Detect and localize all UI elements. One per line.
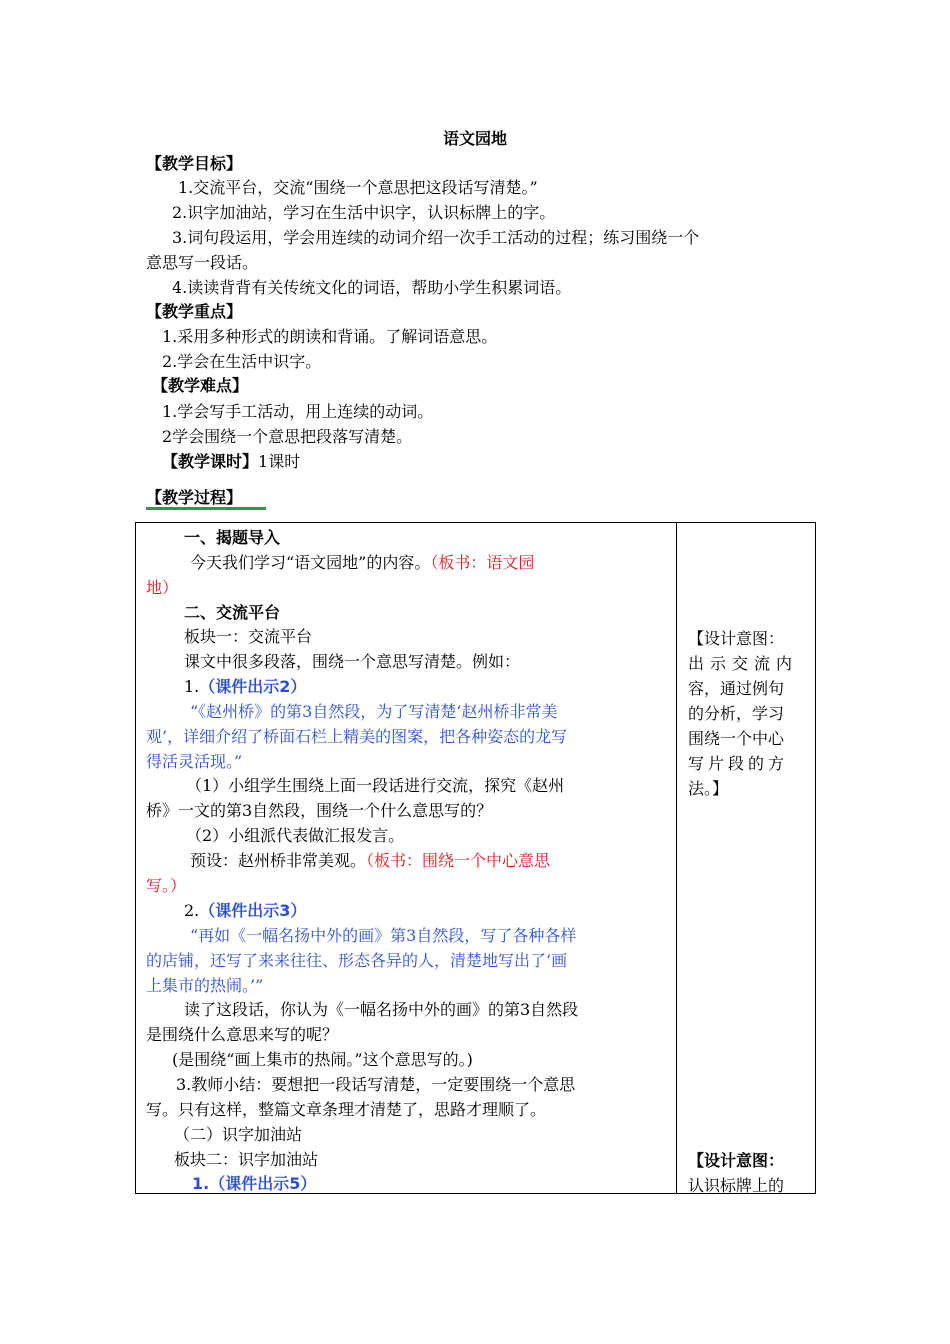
board-note-cont: 写。）	[146, 876, 187, 895]
quote-line: 观’，详细介绍了桥面石栏上精美的图案，把各种姿态的龙写	[146, 727, 568, 746]
keypoint-item-2: 2.学会在生活中识字。	[162, 352, 322, 371]
item-number: 2.	[184, 901, 200, 920]
section-exchange-heading: 二、交流平台	[184, 603, 281, 622]
table-line: 板块一：交流平台	[184, 627, 313, 646]
side-line: 围绕一个中心	[688, 729, 785, 748]
quote-line: “再如《一幅名扬中外的画》第3自然段，写了各种各样	[190, 926, 577, 945]
preset-text: 预设：赵州桥非常美观。	[190, 851, 367, 870]
table-line	[184, 899, 306, 923]
table-line: （二）识字加油站	[174, 1125, 303, 1144]
side-line: 的分析，学习	[688, 704, 785, 723]
side-line: 容，通过例句	[688, 679, 785, 698]
side-line: 【设计意图：	[688, 1151, 785, 1170]
table-line	[184, 675, 306, 699]
table-line	[190, 551, 534, 575]
board-note: （板书：围绕一个中心意思	[366, 851, 551, 870]
side-line: 写片段的方	[688, 754, 789, 773]
goal-item-1: 1.交流平台，交流“围绕一个意思把这段话写清楚。”	[178, 178, 538, 197]
table-line: 是围绕什么意思来写的呢？	[146, 1025, 339, 1044]
quote-line: “《赵州桥》的第3自然段，为了写清楚‘赵州桥非常美	[190, 702, 558, 721]
design-intent-1	[688, 626, 798, 801]
design-intent-2	[688, 1148, 784, 1198]
page-title: 语文园地	[442, 129, 507, 148]
goal-item-3: 3.词句段运用，学会用连续的动词介绍一次手工活动的过程；练习围绕一个	[172, 228, 700, 247]
quote-line: 上集市的热闹。’”	[146, 976, 264, 995]
quote-line: 得活灵活现。”	[146, 752, 243, 771]
item-number: 1.	[184, 677, 200, 696]
process-heading-underline	[146, 507, 266, 510]
table-line: (是围绕“画上集市的热闹。”这个意思写的。)	[172, 1050, 473, 1069]
courseware-note: （课件出示3）	[199, 901, 307, 920]
board-note: （板书：语文园	[430, 553, 535, 572]
table-line: 课文中很多段落，围绕一个意思写清楚。例如：	[184, 652, 521, 671]
table-line: （2）小组派代表做汇报发言。	[186, 826, 405, 845]
table-line	[190, 849, 550, 873]
table-line: 写。只有这样，整篇文章条理才清楚了，思路才理顺了。	[146, 1100, 547, 1119]
table-column-divider	[676, 522, 677, 1194]
keypoints-heading: 【教学重点】	[146, 302, 243, 321]
side-line: 【设计意图：	[688, 629, 785, 648]
courseware-note: （课件出示2）	[199, 677, 307, 696]
hours-line	[162, 450, 300, 474]
courseware-note: 1.（课件出示5）	[192, 1174, 317, 1193]
goals-heading: 【教学目标】	[146, 154, 243, 173]
goal-item-4: 4.读读背背有关传统文化的词语，帮助小学生积累词语。	[172, 278, 572, 297]
intro-text: 今天我们学习“语文园地”的内容。	[190, 553, 431, 572]
quote-line: 的店铺，还写了来来往往、形态各异的人，清楚地写出了‘画	[146, 951, 568, 970]
hours-value: 1课时	[258, 452, 301, 471]
table-line: 板块二：识字加油站	[174, 1150, 319, 1169]
table-line: 读了这段话，你认为《一幅名扬中外的画》的第3自然段	[184, 1000, 579, 1019]
goal-item-2: 2.识字加油站，学习在生活中识字，认识标牌上的字。	[172, 203, 556, 222]
section-intro-heading: 一、揭题导入	[184, 528, 281, 547]
hours-heading: 【教学课时】	[162, 452, 259, 471]
keypoint-item-1: 1.采用多种形式的朗读和背诵。了解词语意思。	[162, 327, 498, 346]
difficulty-item-2: 2学会围绕一个意思把段落写清楚。	[162, 427, 413, 446]
goal-item-3-cont: 意思写一段话。	[146, 253, 259, 272]
process-heading: 【教学过程】	[146, 488, 243, 507]
difficulties-heading: 【教学难点】	[152, 376, 249, 395]
side-line: 认识标牌上的	[688, 1176, 785, 1195]
table-line: （1）小组学生围绕上面一段话进行交流，探究《赵州	[186, 776, 565, 795]
side-line: 出示交流内	[688, 654, 799, 673]
table-line: 桥》一文的第3自然段，围绕一个什么意思写的？	[146, 801, 493, 820]
side-line: 法。】	[688, 779, 729, 798]
table-line: 3.教师小结：要想把一段话写清楚，一定要围绕一个意思	[176, 1075, 576, 1094]
board-note-cont: 地）	[146, 578, 179, 597]
difficulty-item-1: 1.学会写手工活动，用上连续的动词。	[162, 402, 434, 421]
